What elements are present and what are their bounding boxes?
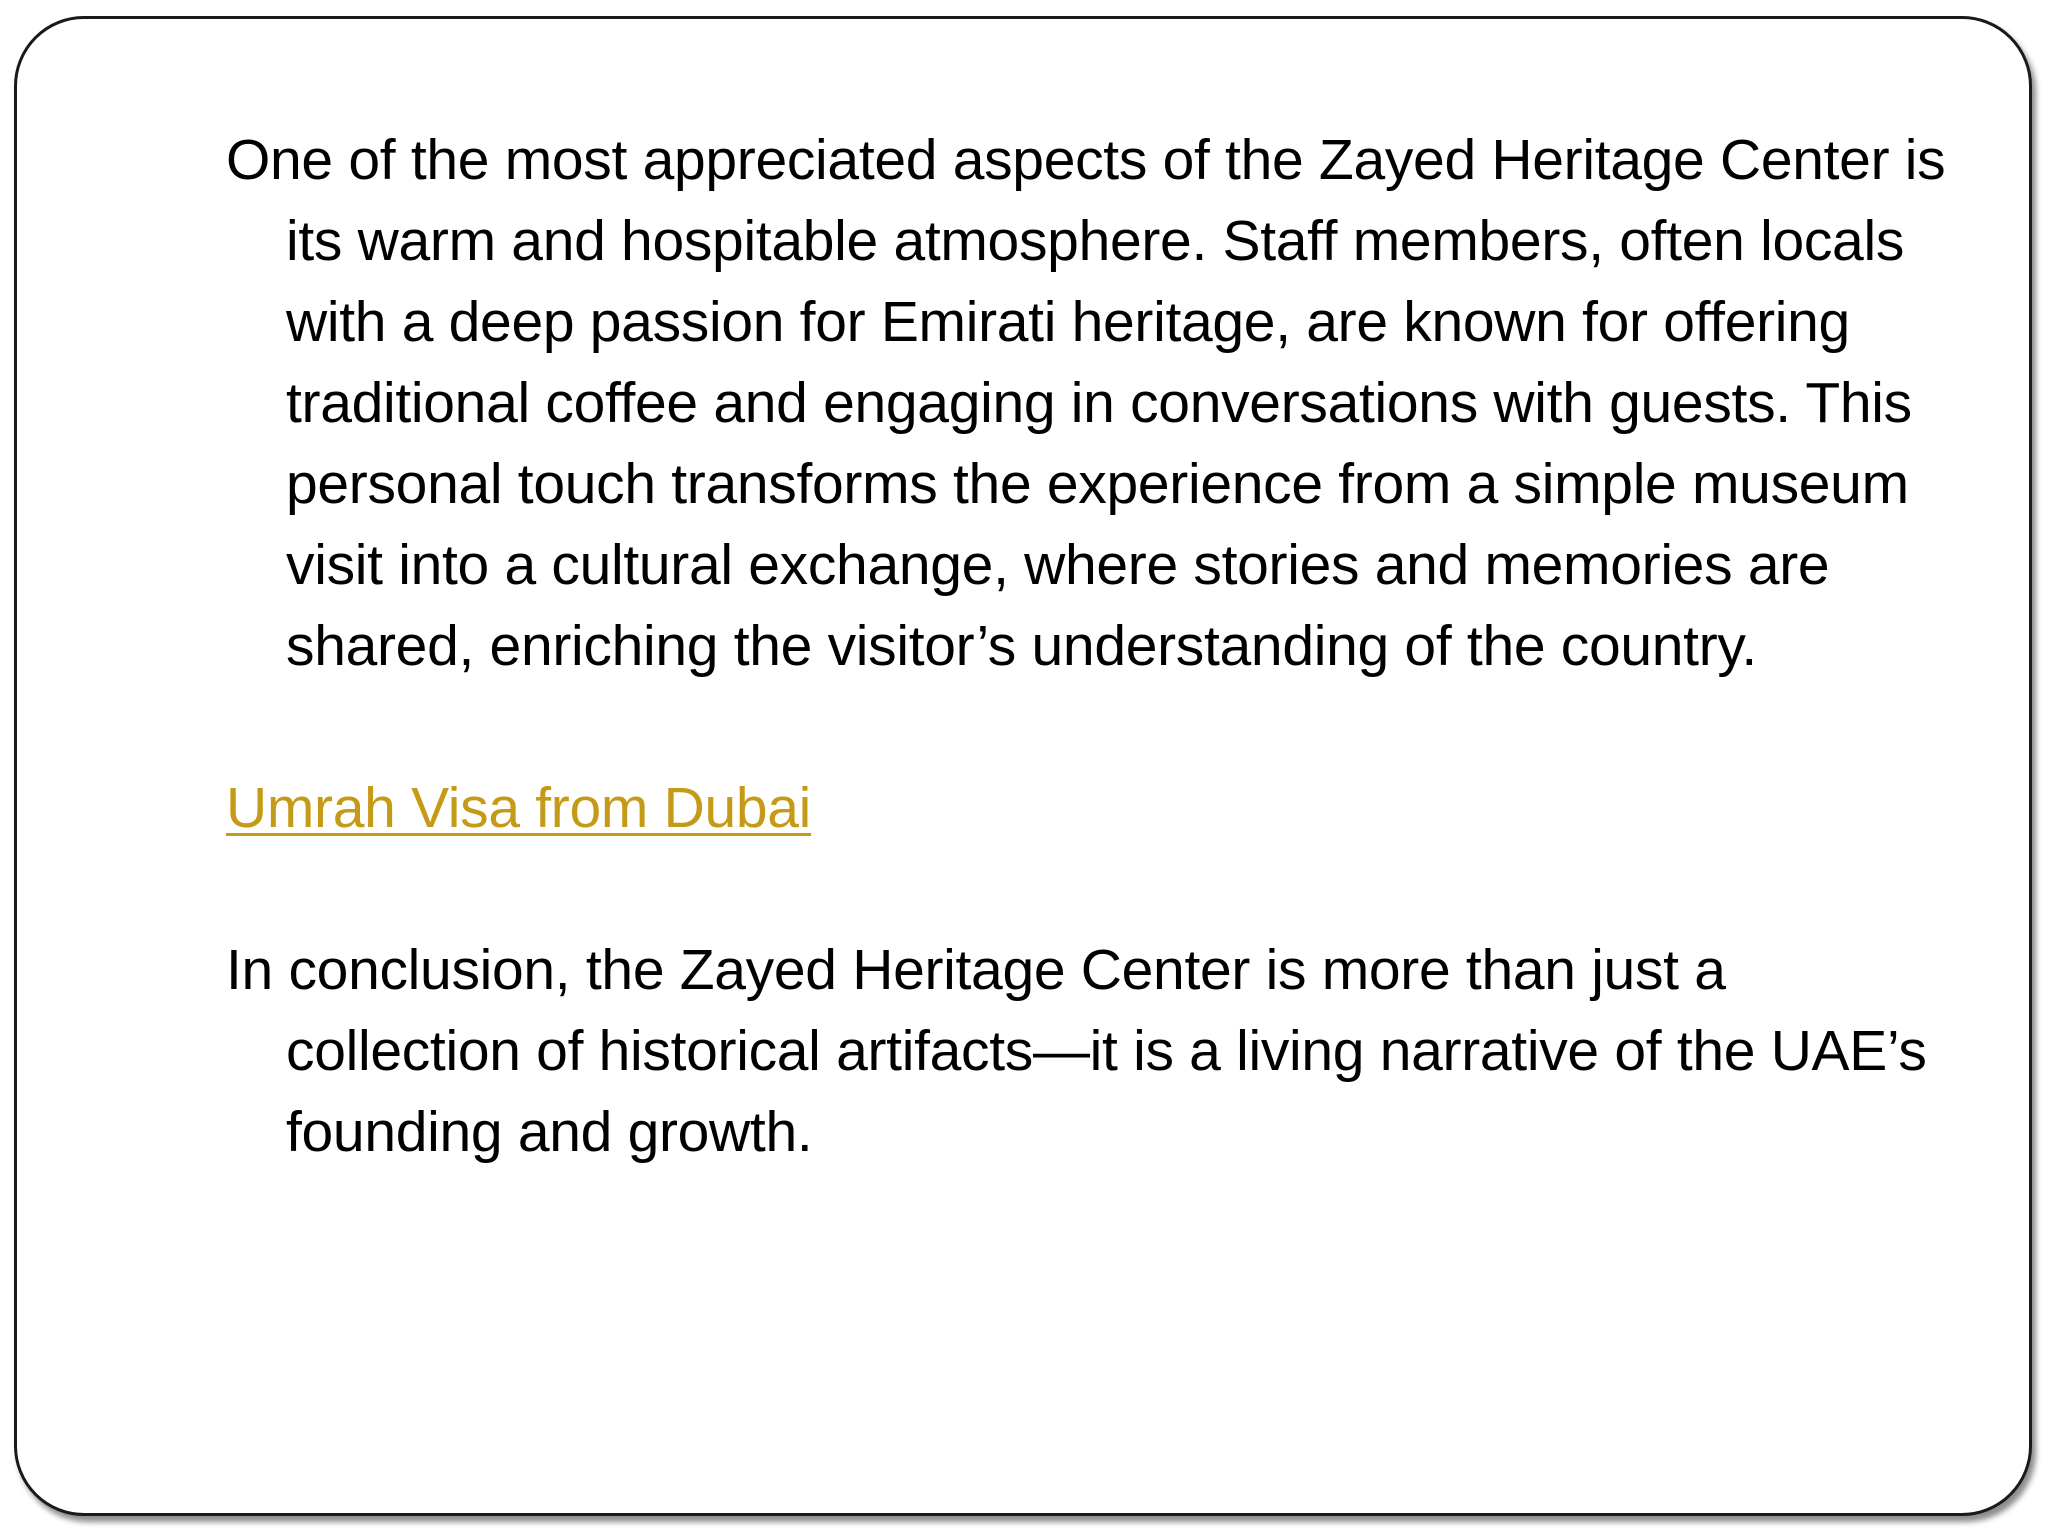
paragraph-hospitality: One of the most appreciated aspects of the Zayed Heritage Center is its warm and hospitable atmosphere. Staff members, often locals with a deep passion for Emirati heritage, are known for offering traditional coffee and engaging in conversations with guests. This personal touch transforms the experience from a simple museum visit into a cultural exchange, where stories and memories are shared, enriching the visitor’s understanding of the country.: [226, 128, 1946, 678]
paragraph-conclusion: In conclusion, the Zayed Heritage Center is more than just a collection of historical artifacts—it is a living narrative of the UAE’s founding and growth.: [226, 938, 1927, 1164]
slide-content: [226, 120, 1966, 1173]
umrah-visa-link[interactable]: Umrah Visa from Dubai: [226, 776, 812, 840]
link-container: [226, 768, 1966, 849]
